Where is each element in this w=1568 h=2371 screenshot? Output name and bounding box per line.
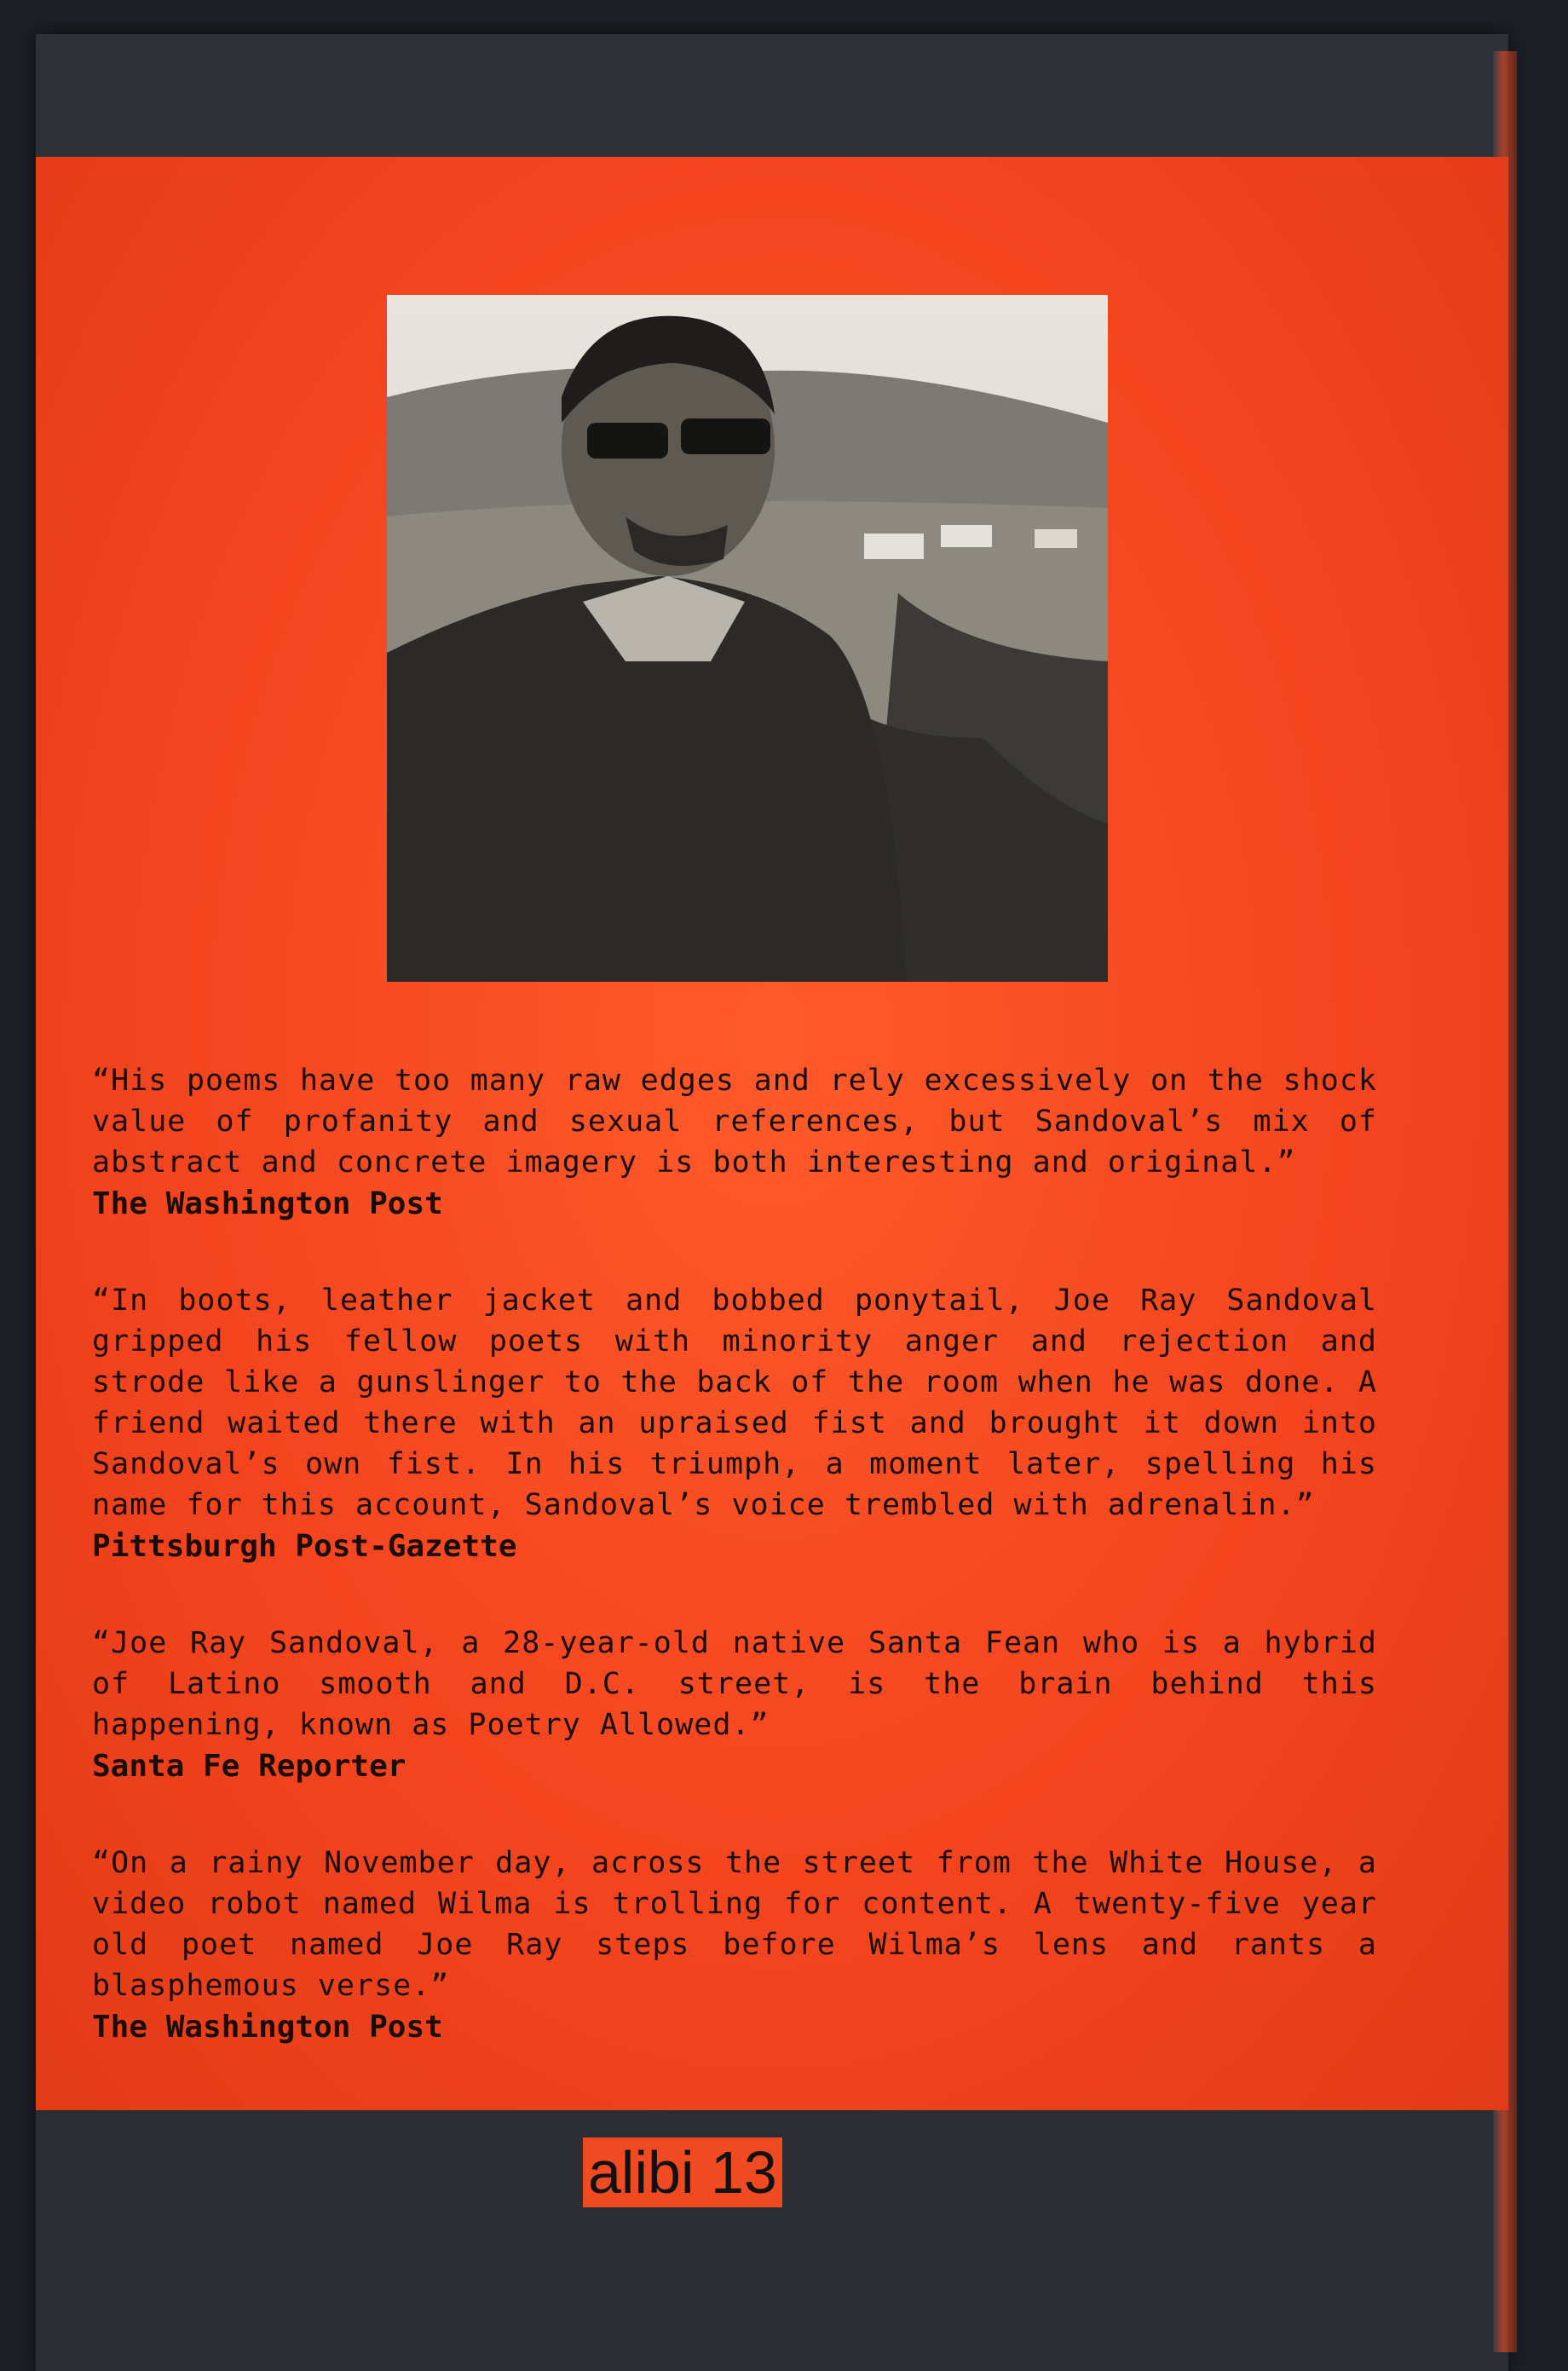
quote-source: The Washington Post xyxy=(92,1186,443,1221)
quote-block xyxy=(92,1843,1377,2049)
quote-source: The Washington Post xyxy=(92,2010,443,2045)
author-photo xyxy=(387,295,1108,982)
quote-text: “Joe Ray Sandoval, a 28-year-old native Santa Fean who is a hybrid of Latino smooth and D.C. street, is the brain behind this happening, known as Poetry Allowed.” xyxy=(92,1626,1377,1742)
quote-block xyxy=(92,1623,1377,1788)
quote-source: Santa Fe Reporter xyxy=(92,1749,406,1784)
quote-text: “His poems have too many raw edges and rely excessively on the shock value of profanity and sexual references, but Sandoval’s mix of abstract and concrete imagery is both interesting and original.” xyxy=(92,1064,1377,1180)
series-badge: alibi 13 xyxy=(583,2137,782,2207)
quote-text: “In boots, leather jacket and bobbed ponytail, Joe Ray Sandoval gripped his fellow poets with minority anger and rejection and strode like a gunslinger to the back of the room when he was done. A friend waited there with an upraised fist and brought it down into Sandoval’s own fist. In his triumph, a moment later, spelling his name for this account, Sandoval’s voice trembled with adrenalin.” xyxy=(92,1284,1377,1522)
review-quotes xyxy=(92,1060,1377,2103)
quote-block xyxy=(92,1060,1377,1226)
quote-block xyxy=(92,1280,1377,1568)
quote-text: “On a rainy November day, across the street from the White House, a video robot named Wilma is trolling for content. A twenty-five year old poet named Joe Ray steps before Wilma’s lens and rants a blasphemous verse.” xyxy=(92,1846,1377,2003)
quote-source: Pittsburgh Post-Gazette xyxy=(92,1529,517,1564)
